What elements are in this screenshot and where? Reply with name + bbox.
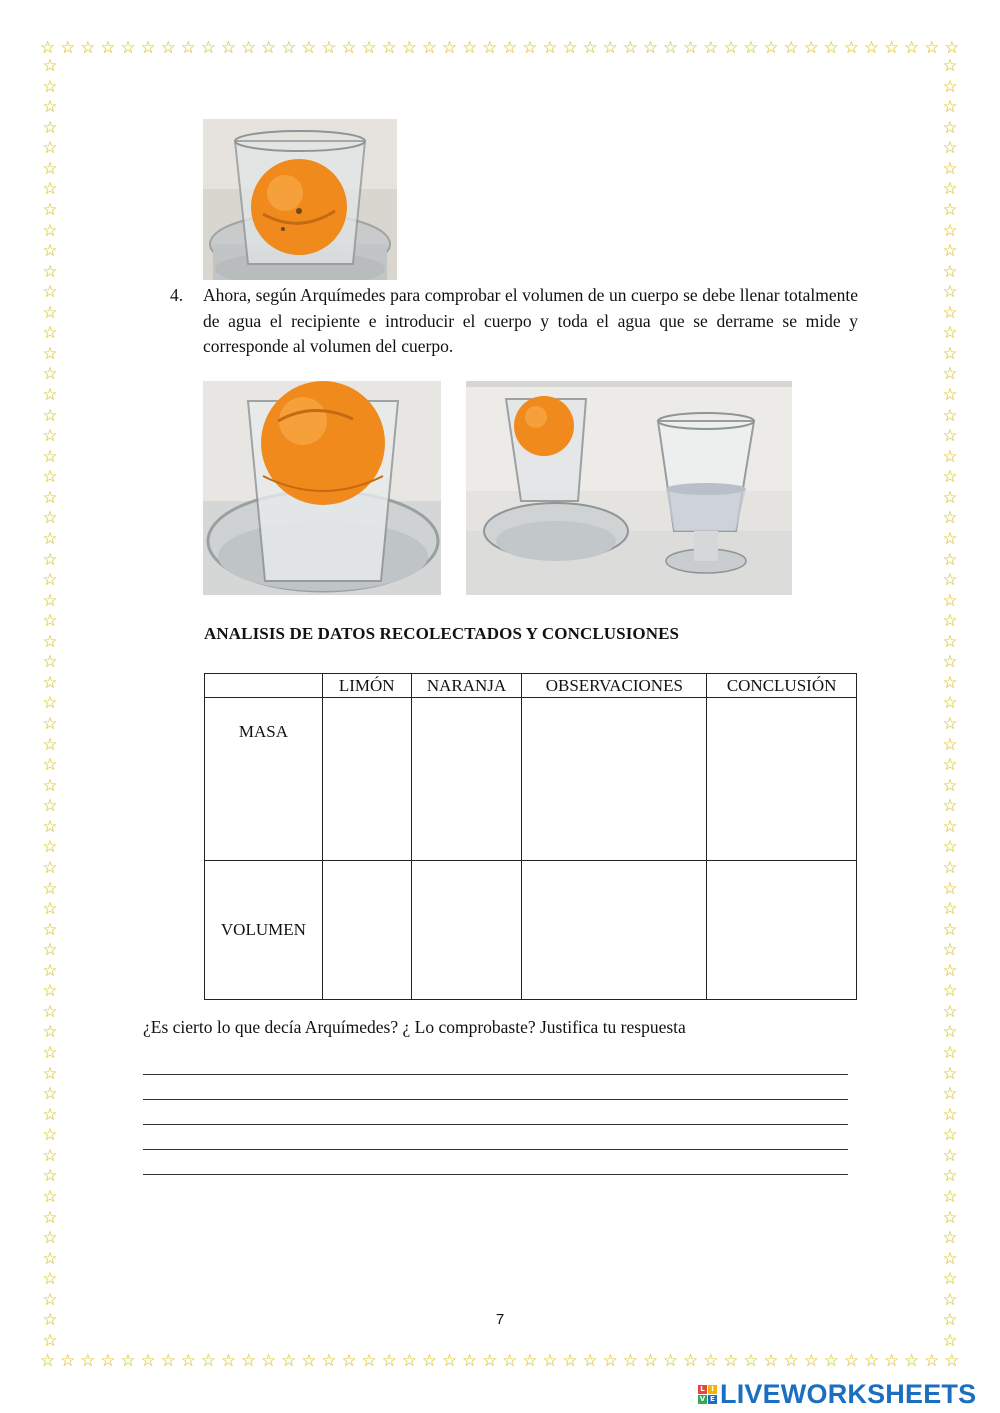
star-icon: ☆	[42, 117, 58, 138]
step-number: 4.	[170, 285, 184, 305]
star-icon: ☆	[361, 1351, 377, 1371]
star-icon: ☆	[942, 138, 958, 159]
star-icon: ☆	[42, 1063, 58, 1084]
star-icon: ☆	[42, 590, 58, 611]
section-title: ANALISIS DE DATOS RECOLECTADOS Y CONCLUSIONES	[204, 624, 680, 643]
star-icon: ☆	[42, 528, 58, 549]
star-icon: ☆	[120, 1351, 136, 1371]
answer-line[interactable]	[143, 1099, 848, 1100]
star-icon: ☆	[461, 38, 478, 58]
star-icon: ☆	[783, 38, 799, 58]
star-icon: ☆	[924, 38, 940, 58]
question-text: ¿Es cierto lo que decía Arquímedes? ¿ Lo comprobaste? Justifica tu respuesta	[143, 1017, 686, 1037]
star-icon: ☆	[240, 38, 257, 58]
star-icon: ☆	[80, 38, 96, 58]
star-icon: ☆	[942, 323, 958, 344]
answer-cell[interactable]	[322, 698, 411, 861]
star-icon: ☆	[883, 38, 900, 58]
star-icon: ☆	[642, 1351, 659, 1371]
liveworksheets-logo[interactable]	[698, 1379, 976, 1410]
star-icon: ☆	[42, 1043, 58, 1063]
table-header-cell: CONCLUSIÓN	[707, 674, 857, 698]
star-icon: ☆	[582, 1351, 598, 1371]
star-icon: ☆	[42, 158, 58, 179]
answer-cell[interactable]	[522, 861, 707, 1000]
star-icon: ☆	[723, 38, 739, 58]
page-number: 7	[495, 1311, 505, 1328]
star-icon: ☆	[381, 38, 397, 58]
star-icon: ☆	[441, 38, 458, 58]
star-icon: ☆	[281, 1351, 297, 1371]
photo-orange-in-glass	[203, 119, 397, 280]
star-icon: ☆	[42, 487, 58, 508]
answer-line[interactable]	[143, 1174, 848, 1175]
star-icon: ☆	[301, 1351, 317, 1371]
star-icon: ☆	[542, 38, 558, 58]
star-icon: ☆	[843, 38, 859, 58]
star-icon: ☆	[42, 343, 58, 364]
star-icon: ☆	[42, 76, 58, 97]
star-icon: ☆	[42, 1207, 58, 1228]
star-icon: ☆	[942, 796, 958, 817]
star-icon: ☆	[482, 38, 498, 58]
star-icon: ☆	[482, 1351, 498, 1371]
answer-cell[interactable]	[411, 861, 522, 1000]
answer-line[interactable]	[143, 1149, 848, 1150]
star-icon: ☆	[883, 1351, 900, 1371]
table-header-cell: LIMÓN	[322, 674, 411, 698]
star-icon: ☆	[942, 179, 958, 200]
star-icon: ☆	[401, 38, 417, 58]
table-header-row	[205, 674, 857, 698]
star-icon: ☆	[942, 1330, 958, 1351]
star-icon: ☆	[421, 38, 438, 58]
star-icon: ☆	[42, 981, 58, 1002]
star-icon: ☆	[562, 38, 578, 58]
star-icon: ☆	[823, 38, 839, 58]
star-border-right	[940, 58, 960, 1350]
star-icon: ☆	[42, 1022, 58, 1043]
row-label-masa: MASA	[205, 698, 323, 861]
star-icon: ☆	[42, 1166, 58, 1187]
star-icon: ☆	[421, 1351, 438, 1371]
star-icon: ☆	[42, 385, 58, 405]
star-icon: ☆	[42, 549, 58, 570]
star-icon: ☆	[942, 199, 958, 220]
star-icon: ☆	[662, 38, 679, 58]
star-icon: ☆	[220, 38, 237, 58]
star-icon: ☆	[42, 405, 58, 426]
star-icon: ☆	[942, 1228, 958, 1249]
star-icon: ☆	[42, 261, 58, 282]
star-icon: ☆	[942, 857, 958, 878]
star-icon: ☆	[321, 1351, 337, 1371]
star-icon: ☆	[942, 467, 958, 488]
star-icon: ☆	[942, 878, 958, 899]
star-icon: ☆	[42, 714, 58, 734]
star-icon: ☆	[502, 38, 518, 58]
star-icon: ☆	[622, 38, 638, 58]
star-icon: ☆	[743, 1351, 759, 1371]
star-icon: ☆	[220, 1351, 237, 1371]
star-icon: ☆	[944, 38, 960, 58]
star-icon: ☆	[42, 1186, 58, 1207]
star-icon: ☆	[942, 1084, 958, 1105]
star-icon: ☆	[42, 179, 58, 200]
star-icon: ☆	[683, 1351, 699, 1371]
star-icon: ☆	[120, 38, 136, 58]
star-icon: ☆	[942, 714, 958, 734]
star-icon: ☆	[42, 364, 58, 385]
star-border-top	[40, 40, 960, 60]
star-border-bottom	[40, 1353, 960, 1373]
step-text: Ahora, según Arquímedes para comprobar el volumen de un cuerpo se debe llenar totalmente de agua el recipiente e introducir el cuerpo y toda el agua que se derrame se mide y corresponde al volumen del cuerpo.	[203, 285, 858, 356]
answer-line[interactable]	[143, 1124, 848, 1125]
star-icon: ☆	[502, 1351, 518, 1371]
star-icon: ☆	[803, 1351, 819, 1371]
star-icon: ☆	[942, 56, 958, 76]
star-icon: ☆	[42, 446, 58, 467]
star-icon: ☆	[904, 1351, 920, 1371]
star-icon: ☆	[763, 38, 779, 58]
star-icon: ☆	[942, 1063, 958, 1084]
star-icon: ☆	[942, 343, 958, 364]
star-icon: ☆	[942, 1269, 958, 1290]
star-icon: ☆	[942, 837, 958, 858]
star-icon: ☆	[341, 1351, 357, 1371]
star-icon: ☆	[703, 1351, 719, 1371]
star-icon: ☆	[642, 38, 659, 58]
star-icon: ☆	[42, 1269, 58, 1290]
star-icon: ☆	[42, 1248, 58, 1269]
star-icon: ☆	[42, 919, 58, 940]
star-icon: ☆	[942, 816, 958, 837]
instruction-step-4	[170, 283, 858, 360]
star-icon: ☆	[42, 816, 58, 837]
star-icon: ☆	[42, 796, 58, 817]
star-icon: ☆	[942, 405, 958, 426]
star-icon: ☆	[42, 1289, 58, 1310]
star-icon: ☆	[942, 590, 958, 611]
star-icon: ☆	[200, 1351, 216, 1371]
star-icon: ☆	[683, 38, 699, 58]
star-icon: ☆	[361, 38, 377, 58]
table-header-cell	[205, 674, 323, 698]
star-icon: ☆	[863, 38, 880, 58]
star-icon: ☆	[522, 38, 538, 58]
star-icon: ☆	[942, 755, 958, 776]
table-header-cell: OBSERVACIONES	[522, 674, 707, 698]
star-icon: ☆	[942, 652, 958, 673]
star-icon: ☆	[942, 158, 958, 179]
star-icon: ☆	[582, 38, 598, 58]
star-icon: ☆	[522, 1351, 538, 1371]
star-icon: ☆	[843, 1351, 859, 1371]
star-icon: ☆	[42, 323, 58, 344]
star-icon: ☆	[261, 38, 277, 58]
star-icon: ☆	[622, 1351, 638, 1371]
star-icon: ☆	[42, 1001, 58, 1022]
star-icon: ☆	[381, 1351, 397, 1371]
star-icon: ☆	[160, 1351, 176, 1371]
star-icon: ☆	[140, 38, 156, 58]
table-row	[205, 861, 857, 1000]
star-icon: ☆	[140, 1351, 156, 1371]
star-icon: ☆	[942, 1186, 958, 1207]
star-icon: ☆	[942, 1125, 958, 1146]
star-icon: ☆	[180, 38, 196, 58]
star-icon: ☆	[942, 97, 958, 118]
star-icon: ☆	[942, 446, 958, 467]
star-icon: ☆	[942, 940, 958, 961]
star-icon: ☆	[942, 734, 958, 755]
star-icon: ☆	[42, 631, 58, 652]
star-icon: ☆	[942, 76, 958, 97]
star-icon: ☆	[942, 1022, 958, 1043]
star-icon: ☆	[42, 775, 58, 796]
star-icon: ☆	[42, 1104, 58, 1125]
star-icon: ☆	[42, 857, 58, 878]
star-icon: ☆	[942, 1104, 958, 1125]
star-icon: ☆	[42, 693, 58, 714]
star-icon: ☆	[42, 1125, 58, 1146]
star-icon: ☆	[42, 1084, 58, 1105]
star-icon: ☆	[942, 528, 958, 549]
star-icon: ☆	[321, 38, 337, 58]
star-icon: ☆	[942, 672, 958, 693]
answer-cell[interactable]	[411, 698, 522, 861]
star-icon: ☆	[160, 38, 176, 58]
star-icon: ☆	[942, 631, 958, 652]
star-icon: ☆	[662, 1351, 679, 1371]
star-icon: ☆	[542, 1351, 558, 1371]
logo-block: I	[708, 1385, 717, 1394]
star-icon: ☆	[42, 426, 58, 447]
star-icon: ☆	[944, 1351, 960, 1371]
star-icon: ☆	[42, 97, 58, 118]
logo-text: LIVEWORKSHEETS	[720, 1379, 977, 1409]
star-icon: ☆	[942, 1145, 958, 1166]
star-icon: ☆	[942, 241, 958, 262]
star-icon: ☆	[942, 302, 958, 323]
star-icon: ☆	[942, 508, 958, 529]
logo-block: E	[708, 1395, 717, 1404]
star-icon: ☆	[401, 1351, 417, 1371]
data-table	[204, 673, 857, 1000]
star-icon: ☆	[942, 570, 958, 591]
star-icon: ☆	[42, 755, 58, 776]
star-icon: ☆	[100, 38, 116, 58]
answer-line[interactable]	[143, 1074, 848, 1075]
star-icon: ☆	[281, 38, 297, 58]
star-icon: ☆	[743, 38, 759, 58]
star-icon: ☆	[942, 487, 958, 508]
star-icon: ☆	[42, 1228, 58, 1249]
star-icon: ☆	[42, 241, 58, 262]
star-icon: ☆	[42, 1310, 58, 1331]
star-icon: ☆	[942, 1207, 958, 1228]
star-icon: ☆	[942, 364, 958, 385]
star-icon: ☆	[40, 1351, 56, 1371]
star-icon: ☆	[80, 1351, 96, 1371]
star-icon: ☆	[42, 302, 58, 323]
star-icon: ☆	[942, 1310, 958, 1331]
photo-measured-water	[466, 381, 792, 595]
star-icon: ☆	[863, 1351, 880, 1371]
star-icon: ☆	[42, 734, 58, 755]
star-icon: ☆	[942, 282, 958, 303]
star-icon: ☆	[240, 1351, 257, 1371]
star-icon: ☆	[942, 1001, 958, 1022]
logo-block: L	[698, 1385, 707, 1394]
answer-cell[interactable]	[322, 861, 411, 1000]
star-icon: ☆	[42, 56, 58, 76]
star-icon: ☆	[180, 1351, 196, 1371]
star-icon: ☆	[42, 672, 58, 693]
star-icon: ☆	[904, 38, 920, 58]
star-icon: ☆	[763, 1351, 779, 1371]
star-icon: ☆	[942, 117, 958, 138]
row-label-volumen: VOLUMEN	[205, 861, 323, 1000]
star-icon: ☆	[42, 652, 58, 673]
star-icon: ☆	[602, 38, 618, 58]
star-icon: ☆	[42, 899, 58, 920]
star-icon: ☆	[42, 611, 58, 632]
star-icon: ☆	[942, 981, 958, 1002]
star-icon: ☆	[942, 960, 958, 981]
star-icon: ☆	[942, 1166, 958, 1187]
star-icon: ☆	[723, 1351, 739, 1371]
star-icon: ☆	[942, 611, 958, 632]
star-icon: ☆	[942, 220, 958, 241]
star-icon: ☆	[942, 549, 958, 570]
star-icon: ☆	[42, 508, 58, 529]
star-icon: ☆	[341, 38, 357, 58]
star-icon: ☆	[783, 1351, 799, 1371]
star-icon: ☆	[42, 570, 58, 591]
star-icon: ☆	[942, 385, 958, 405]
star-icon: ☆	[301, 38, 317, 58]
star-icon: ☆	[42, 138, 58, 159]
star-icon: ☆	[60, 38, 76, 58]
answer-cell[interactable]	[707, 861, 857, 1000]
star-icon: ☆	[42, 220, 58, 241]
star-icon: ☆	[42, 1145, 58, 1166]
logo-block: V	[699, 1395, 706, 1403]
star-icon: ☆	[942, 1289, 958, 1310]
star-icon: ☆	[441, 1351, 458, 1371]
star-icon: ☆	[942, 261, 958, 282]
star-icon: ☆	[703, 38, 719, 58]
star-icon: ☆	[942, 1043, 958, 1063]
star-icon: ☆	[942, 693, 958, 714]
star-icon: ☆	[200, 38, 216, 58]
answer-cell[interactable]	[707, 698, 857, 861]
star-icon: ☆	[803, 38, 819, 58]
star-icon: ☆	[602, 1351, 618, 1371]
star-icon: ☆	[42, 940, 58, 961]
star-icon: ☆	[942, 1248, 958, 1269]
table-row	[205, 698, 857, 861]
star-icon: ☆	[42, 878, 58, 899]
star-icon: ☆	[42, 837, 58, 858]
star-icon: ☆	[942, 775, 958, 796]
logo-icon	[698, 1385, 717, 1404]
star-icon: ☆	[42, 282, 58, 303]
star-icon: ☆	[942, 426, 958, 447]
star-icon: ☆	[261, 1351, 277, 1371]
table-header-cell: NARANJA	[411, 674, 522, 698]
star-icon: ☆	[924, 1351, 940, 1371]
star-icon: ☆	[942, 899, 958, 920]
star-icon: ☆	[42, 199, 58, 220]
star-icon: ☆	[942, 919, 958, 940]
star-icon: ☆	[461, 1351, 478, 1371]
star-icon: ☆	[100, 1351, 116, 1371]
star-icon: ☆	[60, 1351, 76, 1371]
photo-orange-overflow	[203, 381, 441, 595]
star-icon: ☆	[40, 38, 56, 58]
star-icon: ☆	[823, 1351, 839, 1371]
star-border-left	[40, 58, 60, 1350]
answer-cell[interactable]	[522, 698, 707, 861]
star-icon: ☆	[42, 960, 58, 981]
star-icon: ☆	[42, 1330, 58, 1351]
star-icon: ☆	[562, 1351, 578, 1371]
star-icon: ☆	[42, 467, 58, 488]
